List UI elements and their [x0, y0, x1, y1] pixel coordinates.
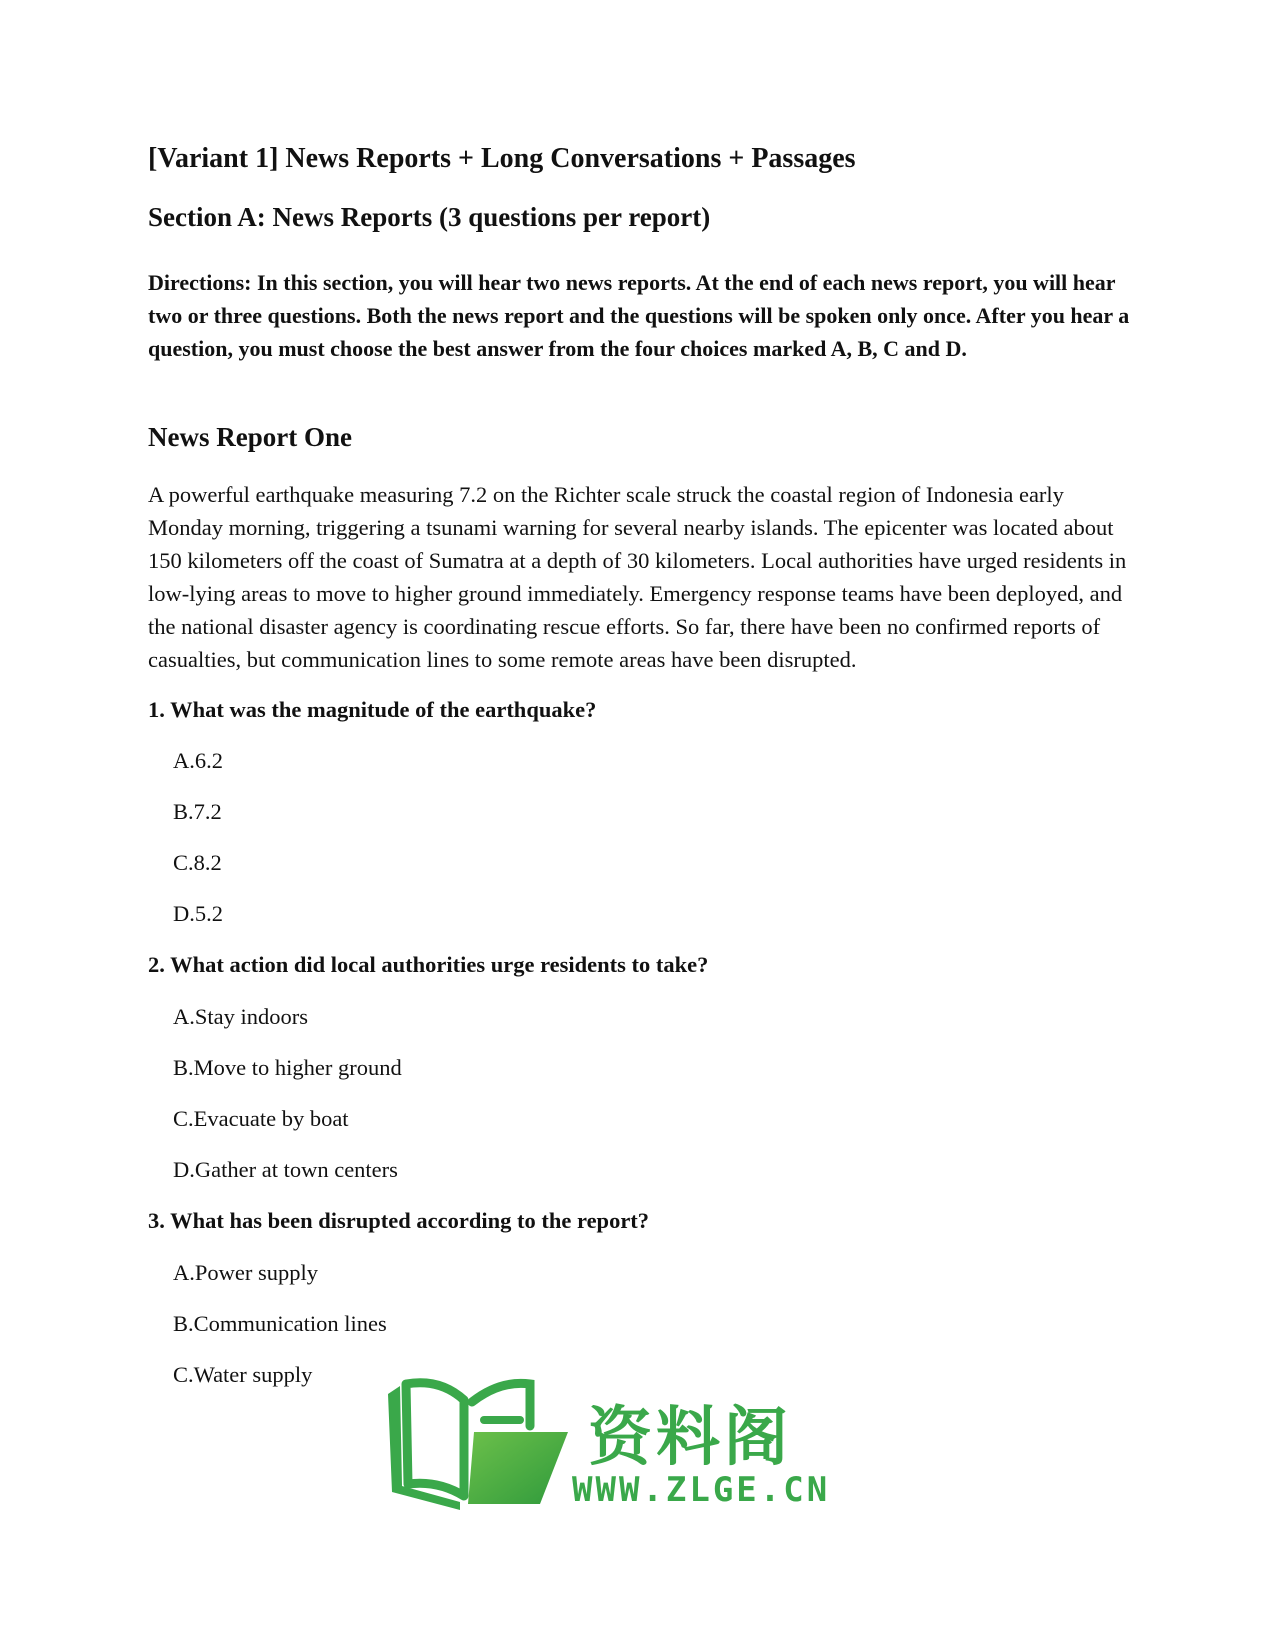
question-3-option-b: B.Communication lines	[173, 1311, 387, 1336]
watermark-brand: 资料阁	[588, 1401, 792, 1475]
question-1-option-a: A.6.2	[173, 748, 223, 773]
news-passage: A powerful earthquake measuring 7.2 on the Richter scale struck the coastal region of Indonesia early Monday morning, triggering a tsunami warning for several nearby islands. The epicenter was located about 150 kilometers off the coast of Sumatra at a depth of 30 kilometers. Local authorities have urged residents in low-lying areas to move to higher ground immediately. Emergency response teams have been deployed, and the national disaster agency is coordinating rescue efforts. So far, there have been no confirmed reports of casualties, but communication lines to some remote areas have been disrupted.	[148, 482, 1127, 672]
directions-text: Directions: In this section, you will hear two news reports. At the end of each news report, you will hear two or three questions. Both the news report and the questions will be spoken only once. After you hear a question, you must choose the best answer from the four choices marked A, B, C and D.	[148, 270, 1130, 361]
question-1-option-d: D.5.2	[173, 901, 223, 926]
book-logo-icon	[380, 1376, 580, 1516]
question-2: 2. What action did local authorities urge residents to take?	[148, 952, 709, 977]
question-1-option-b: B.7.2	[173, 799, 222, 824]
question-3: 3. What has been disrupted according to the report?	[148, 1208, 650, 1233]
watermark-url: WWW.ZLGE.CN	[572, 1470, 831, 1510]
section-title: Section A: News Reports (3 questions per report)	[148, 202, 711, 232]
question-2-option-b: B.Move to higher ground	[173, 1055, 402, 1080]
question-2-option-c: C.Evacuate by boat	[173, 1106, 349, 1131]
document-title: [Variant 1] News Reports + Long Conversations + Passages	[148, 143, 856, 174]
question-2-option-a: A.Stay indoors	[173, 1004, 308, 1029]
question-1: 1. What was the magnitude of the earthquake?	[148, 697, 597, 722]
question-3-option-a: A.Power supply	[173, 1260, 318, 1285]
question-1-option-c: C.8.2	[173, 850, 222, 875]
question-3-option-c: C.Water supply	[173, 1362, 313, 1387]
question-2-option-d: D.Gather at town centers	[173, 1157, 398, 1182]
report-title: News Report One	[148, 422, 352, 452]
